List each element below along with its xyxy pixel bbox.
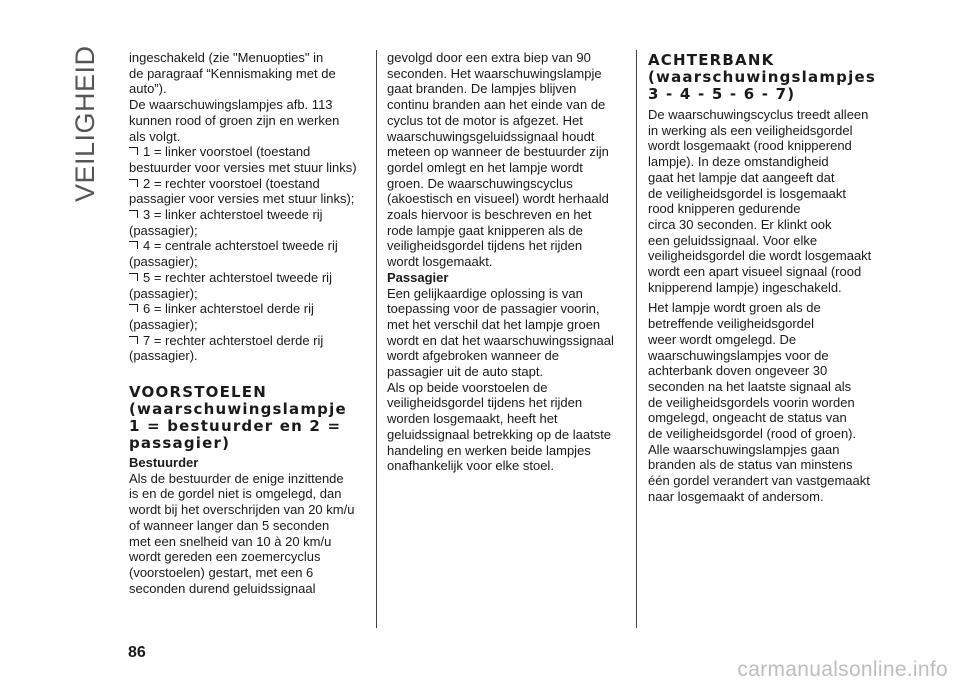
text-line: Als de bestuurder de enige inzittende — [129, 470, 344, 486]
text-line: gordel omlegt en het lampje wordt — [387, 159, 583, 175]
intro-paragraph — [129, 50, 369, 144]
rear-paragraph-1 — [648, 107, 888, 295]
text-line: circa 30 seconden. Er klinkt ook — [648, 216, 832, 232]
text-line: onafhankelijk voor elke stoel. — [387, 458, 554, 474]
text-line: 1 = linker voorstoel (toestand — [143, 144, 311, 160]
text-line: seconden. Het waarschuwingslampje — [387, 65, 602, 81]
text-line: de paragraaf “Kennismaking met de — [129, 65, 336, 81]
text-line: handeling en werken beide lampjes — [387, 442, 591, 458]
section-side-title-text: VEILIGHEID — [70, 45, 100, 202]
heading-line: ACHTERBANK — [648, 51, 775, 69]
text-line: 2 = rechter voorstoel (toestand — [143, 175, 320, 191]
text-line: naar losgemaakt of andersom. — [648, 488, 824, 504]
text-line: veiligheidsgordel tijdens het rijden — [387, 238, 583, 254]
text-line: (voorstoelen) gestart, met een 6 — [129, 564, 314, 580]
bullet-icon — [129, 304, 138, 312]
text-line: Alle waarschuwingslampjes gaan — [648, 441, 840, 457]
text-line: de veiligheidsgordels voorin worden — [648, 394, 855, 410]
column-3 — [648, 50, 888, 505]
text-line: (passagier); — [129, 316, 198, 332]
text-line: worden losgemaakt, heeft het — [387, 411, 558, 427]
text-line: Een gelijkaardige oplossing is van — [387, 285, 583, 301]
text-line: rood knipperen gedurende — [648, 201, 801, 217]
text-line: kunnen rood of groen zijn en werken — [129, 112, 340, 128]
text-line: seconden na het laatste signaal als — [648, 378, 852, 394]
text-line: achterbank doven ongeveer 30 — [648, 363, 828, 379]
driver-paragraph — [129, 471, 369, 597]
watermark-text: carmanualsonline.info — [737, 658, 948, 681]
text-line: geluidssignaal betrekking op de laatste — [387, 426, 612, 442]
text-line: cyclus tot de motor is afgezet. Het — [387, 112, 583, 128]
page-number: 86 — [128, 644, 146, 661]
text-line: 6 = linker achterstoel derde rij — [143, 301, 314, 317]
text-line: als volgt. — [129, 128, 181, 144]
heading-line: 1 = bestuurder en 2 = — [129, 417, 342, 436]
text-line: Als op beide voorstoelen de — [387, 379, 548, 395]
text-line: veiligheidsgordel die wordt losgemaakt — [648, 248, 872, 264]
text-line: lampje). In deze omstandigheid — [648, 154, 829, 170]
text-line: meteen op wanneer de bestuurder zijn — [387, 144, 609, 160]
text-line: 5 = rechter achterstoel tweede rij — [143, 269, 332, 285]
text-line: rode lampje gaat knipperen als de — [387, 222, 583, 238]
bullet-icon — [129, 336, 138, 344]
text-line: wordt afgebroken wanneer de — [387, 348, 560, 364]
column-1 — [129, 50, 369, 596]
subheading-passenger: Passagier — [387, 269, 449, 285]
text-line: is en de gordel niet is omgelegd, dan — [129, 486, 342, 502]
text-line: 4 = centrale achterstoel tweede rij — [143, 238, 338, 254]
text-line: met een snelheid van 10 à 20 km/u — [129, 533, 332, 549]
text-line: één gordel verandert van vastgemaakt — [648, 473, 870, 489]
text-line: de veiligheidsgordel is losgemaakt — [648, 185, 847, 201]
column-divider-2 — [636, 50, 637, 628]
text-line: waarschuwingslampjes voor de — [648, 347, 829, 363]
text-line: veiligheidsgordel tijdens het rijden — [387, 395, 583, 411]
section-side-title — [70, 45, 100, 202]
text-line: passagier voor versies met stuur links); — [129, 191, 355, 207]
text-line: groen. De waarschuwingscyclus — [387, 175, 573, 191]
text-line: (passagier); — [129, 222, 198, 238]
text-line: de veiligheidsgordel (rood of groen). — [648, 426, 857, 442]
text-line: wordt bij het overschrijden van 20 km/u — [129, 502, 355, 518]
bullet-icon — [129, 147, 138, 155]
bullet-icon — [129, 179, 138, 187]
text-line: gaat het lampje dat aangeeft dat — [648, 169, 835, 185]
text-line: (passagier); — [129, 254, 198, 270]
column-2 — [387, 50, 629, 474]
text-line: 7 = rechter achterstoel derde rij — [143, 332, 324, 348]
text-line: passagier uit de auto stapt. — [387, 364, 544, 380]
heading-line: 3 - 4 - 5 - 6 - 7) — [648, 85, 796, 103]
heading-line: passagier) — [129, 434, 231, 453]
text-line: toepassing voor de passagier voorin, — [387, 301, 600, 317]
text-line: (akoestisch en visueel) wordt herhaald — [387, 191, 609, 207]
text-line: omgelegd, ongeacht de status van — [648, 410, 847, 426]
section-heading-front-seats — [129, 384, 369, 452]
text-line: De waarschuwingscyclus treedt alleen — [648, 107, 869, 122]
list-item — [129, 144, 369, 160]
text-line: wordt losgemaakt (rood knipperend — [648, 138, 852, 154]
text-line: betreffende veiligheidsgordel — [648, 316, 814, 332]
text-line: Het lampje wordt groen als de — [648, 300, 821, 316]
text-line: continu branden aan het einde van de — [387, 97, 606, 113]
text-line: wordt en dat het waarschuwingssignaal — [387, 332, 614, 348]
passenger-paragraph — [387, 286, 629, 474]
list-item — [129, 333, 369, 349]
section-heading-rear-seat — [648, 52, 888, 103]
bullet-icon — [129, 241, 138, 249]
list-item — [129, 207, 369, 223]
text-line: wordt gereden een zoemercyclus — [129, 549, 321, 565]
text-line: zoals hiervoor is beschreven en het — [387, 207, 592, 223]
text-line: weer wordt omgelegd. De — [648, 331, 797, 347]
list-item — [129, 176, 369, 192]
text-line: waarschuwingsgeluidssignaal houdt — [387, 128, 595, 144]
text-line: auto”). — [129, 81, 167, 97]
heading-line: VOORSTOELEN — [129, 383, 267, 402]
text-line: in werking als een veiligheidsgordel — [648, 122, 853, 138]
heading-line: (waarschuwingslampjes — [648, 68, 876, 86]
driver-paragraph-continued — [387, 50, 629, 270]
text-line: (passagier); — [129, 285, 198, 301]
text-line: gevolgd door een extra biep van 90 — [387, 50, 591, 65]
text-line: wordt een apart visueel signaal (rood — [648, 264, 862, 280]
bullet-icon — [129, 210, 138, 218]
text-line: (passagier). — [129, 348, 198, 364]
rear-paragraph-2 — [648, 300, 888, 504]
heading-line: (waarschuwingslampje — [129, 400, 347, 419]
text-line: of wanneer langer dan 5 seconden — [129, 517, 330, 533]
list-item — [129, 301, 369, 317]
text-line: branden als de status van minstens — [648, 457, 853, 473]
text-line: knipperend lampje) ingeschakeld. — [648, 279, 842, 295]
column-divider-1 — [376, 50, 377, 628]
text-line: een geluidssignaal. Voor elke — [648, 232, 818, 248]
text-line: bestuurder voor versies met stuur links) — [129, 159, 357, 175]
text-line: 3 = linker achterstoel tweede rij — [143, 207, 323, 223]
list-item — [129, 238, 369, 254]
text-line: De waarschuwingslampjes afb. 113 — [129, 97, 333, 113]
text-line: seconden durend geluidssignaal — [129, 580, 316, 596]
text-line: wordt losgemaakt. — [387, 254, 493, 270]
subheading-driver: Bestuurder — [129, 455, 199, 471]
list-item — [129, 270, 369, 286]
text-line: ingeschakeld (zie "Menuopties" in — [129, 50, 324, 65]
text-line: gaat branden. De lampjes blijven — [387, 81, 577, 97]
bullet-icon — [129, 273, 138, 281]
text-line: met het verschil dat het lampje groen — [387, 316, 601, 332]
